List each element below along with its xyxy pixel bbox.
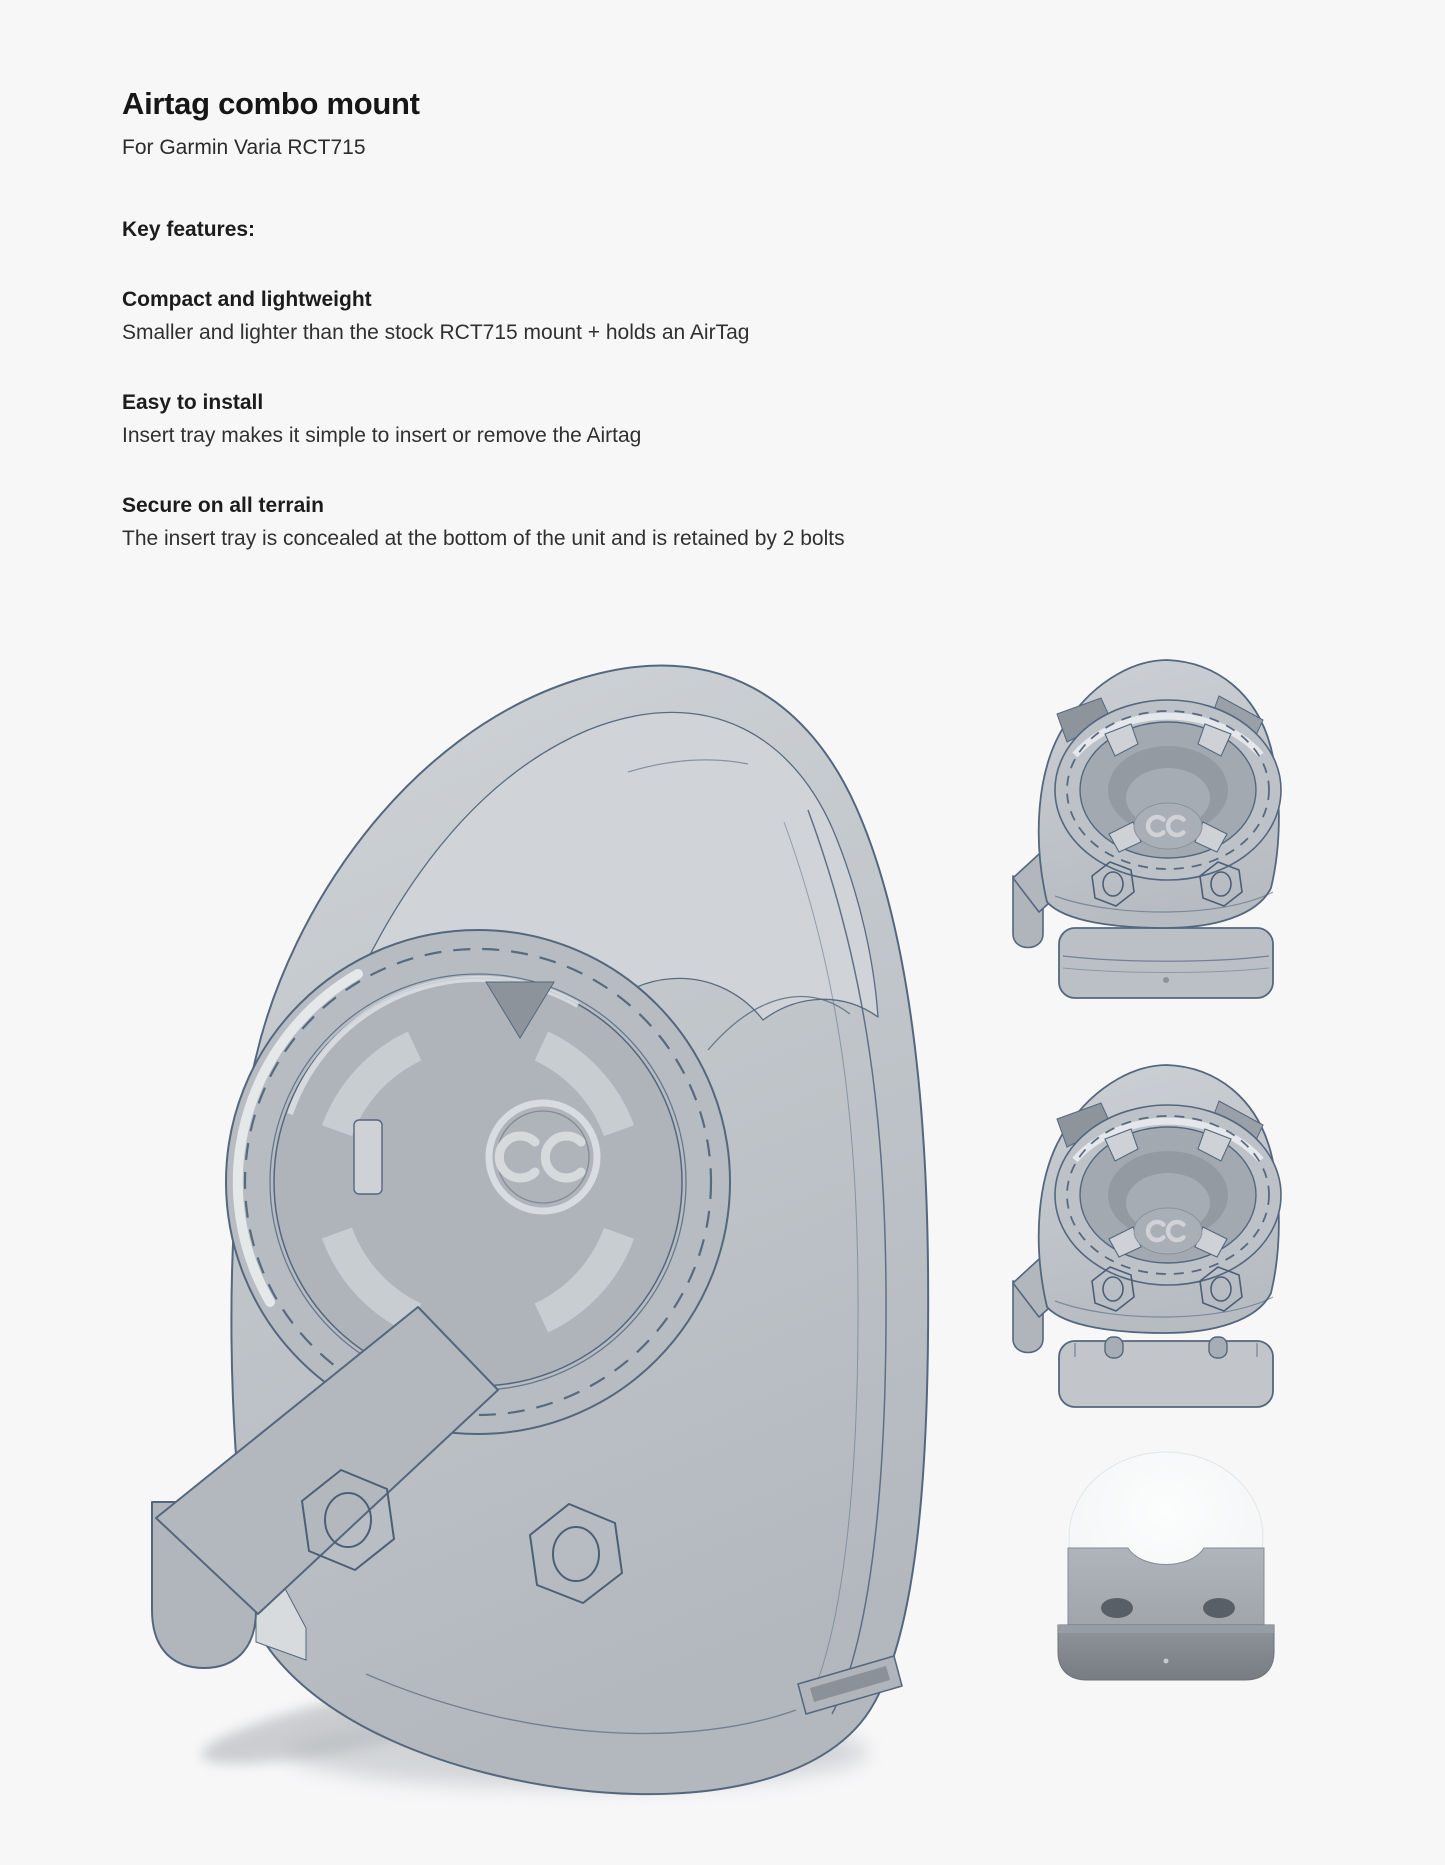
unit-base <box>1059 928 1273 998</box>
feature-secure <box>122 491 982 554</box>
retaining-bolt-right <box>1209 1337 1227 1358</box>
feature-title: Secure on all terrain <box>122 494 324 517</box>
render-top-front-svg <box>1005 650 1305 1015</box>
bolt-hole-right <box>1203 1598 1235 1618</box>
render-insert-tray-svg <box>1040 1440 1290 1690</box>
feature-easy-install <box>122 388 982 451</box>
feature-body: The insert tray is concealed at the bottom of the unit and is retained by 2 bolts <box>122 527 845 550</box>
quarter-turn-recess <box>1055 1105 1281 1285</box>
bolt-hole-left <box>1101 1598 1133 1618</box>
cc-logo-emboss-small <box>1134 803 1202 849</box>
page-subtitle: For Garmin Varia RCT715 <box>122 136 366 159</box>
quarter-turn-recess <box>1055 700 1281 880</box>
page-title: Airtag combo mount <box>122 86 420 121</box>
left-tab <box>354 1120 382 1194</box>
tray-base-foot <box>1058 1625 1274 1680</box>
feature-title: Compact and lightweight <box>122 288 372 311</box>
unit-base-dropped <box>1059 1341 1273 1407</box>
header-copy <box>122 84 982 554</box>
retaining-bolt-left <box>1105 1337 1123 1358</box>
base-dot <box>1164 1659 1169 1664</box>
feature-compact <box>122 285 982 348</box>
quarter-turn-interface <box>226 930 730 1434</box>
feature-body: Insert tray makes it simple to insert or remove the Airtag <box>122 424 642 447</box>
render-top-front-view <box>1005 650 1305 1015</box>
render-insert-tray-airtag <box>1040 1440 1290 1690</box>
feature-title: Easy to install <box>122 391 264 414</box>
main-render-iso-view <box>108 642 938 1807</box>
main-render-svg <box>108 642 938 1807</box>
cc-logo-emboss-small <box>1134 1208 1202 1254</box>
render-tray-unlocked-svg <box>1005 1055 1305 1420</box>
base-top-band <box>1058 1625 1274 1633</box>
base-dot <box>1163 977 1169 983</box>
render-tray-unlocked-view <box>1005 1055 1305 1420</box>
feature-body: Smaller and lighter than the stock RCT715 mount + holds an AirTag <box>122 321 750 344</box>
key-features-heading: Key features: <box>122 218 256 241</box>
